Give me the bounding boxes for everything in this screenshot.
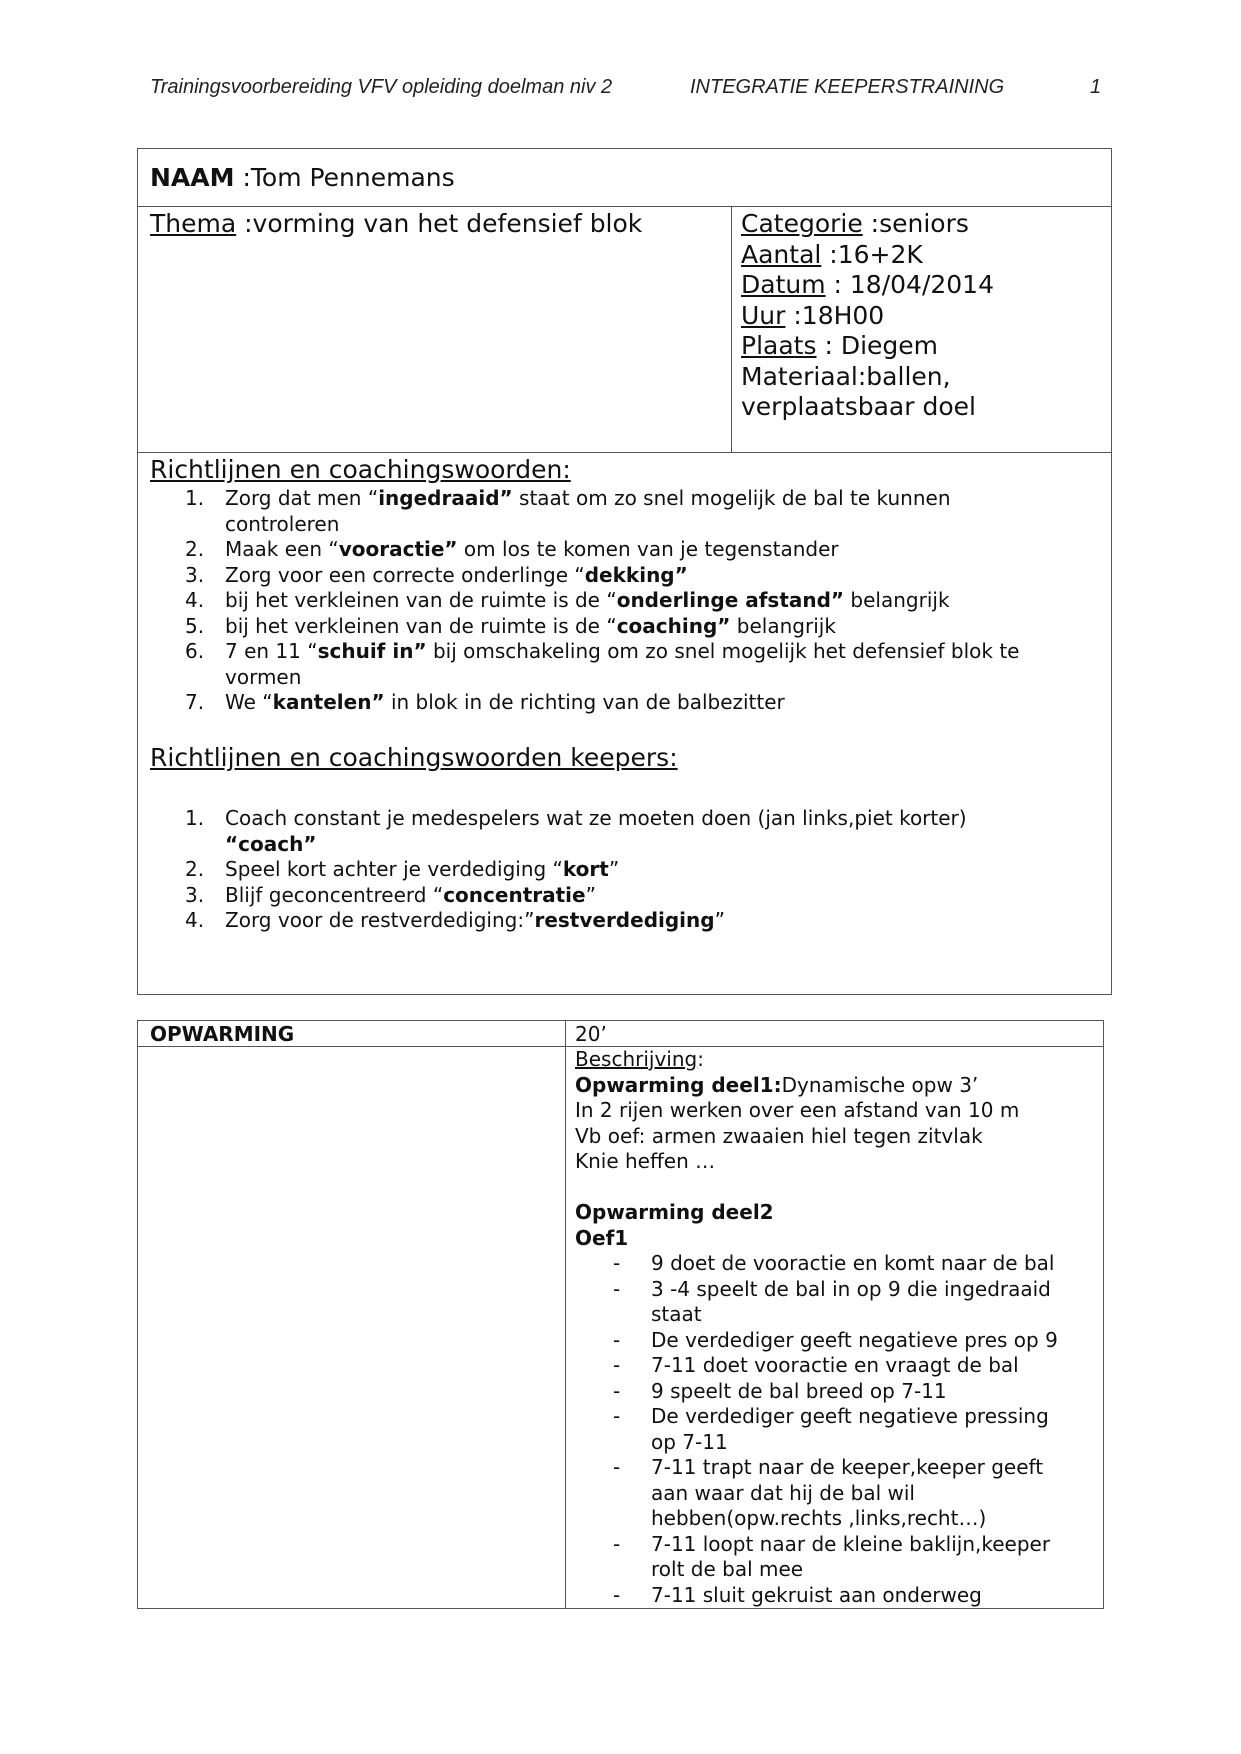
aantal-field bbox=[741, 240, 994, 271]
plaats-value: : Diegem bbox=[816, 331, 938, 360]
keepers-list bbox=[150, 806, 1105, 934]
item-text: vormen bbox=[225, 664, 302, 689]
list-item bbox=[575, 1379, 1095, 1405]
item-text: staat om zo snel mogelijk de bal te kunnen bbox=[512, 486, 951, 510]
list-number: 2. bbox=[185, 857, 205, 881]
list-item bbox=[150, 690, 1105, 716]
list-number: 7. bbox=[185, 690, 205, 714]
richtlijnen-title: Richtlijnen en coachingswoorden: bbox=[150, 455, 571, 484]
dash-bullet: - bbox=[613, 1404, 621, 1428]
thema-field bbox=[150, 209, 642, 240]
dash-bullet: - bbox=[613, 1531, 621, 1556]
oef-title: Oef1 bbox=[575, 1225, 629, 1250]
naam-label: NAAM bbox=[150, 163, 235, 192]
opwarming-duration: 20’ bbox=[575, 1022, 607, 1046]
uur-value: :18H00 bbox=[785, 300, 885, 330]
item-text: Maak een “ bbox=[225, 537, 339, 561]
deel1-heading bbox=[575, 1073, 1095, 1099]
categorie-label: Categorie bbox=[741, 209, 863, 238]
row-divider bbox=[137, 206, 1112, 207]
dash-bullet: - bbox=[613, 1327, 621, 1352]
thema-label: Thema bbox=[150, 209, 237, 238]
item-text: in blok in de richting van de balbezitter bbox=[384, 690, 785, 714]
step-text: 3 -4 speelt de bal in op 9 die ingedraaid bbox=[651, 1276, 1051, 1301]
step-text: hebben(opw.rechts ,links,recht…) bbox=[651, 1506, 987, 1530]
deel1-subtitle: Dynamische opw 3’ bbox=[781, 1072, 979, 1097]
list-item bbox=[575, 1328, 1095, 1354]
coaching-word: coaching” bbox=[616, 613, 731, 638]
list-item bbox=[575, 1583, 1095, 1609]
item-text: Coach constant je medespelers wat ze moeten doen (jan links,piet korter) bbox=[225, 806, 967, 830]
column-divider bbox=[565, 1020, 566, 1609]
list-number: 5. bbox=[185, 613, 205, 638]
coaching-word: schuif in” bbox=[317, 639, 427, 663]
list-item bbox=[575, 1353, 1095, 1379]
step-text: op 7-11 bbox=[651, 1429, 728, 1454]
item-text: bij het verkleinen van de ruimte is de “ bbox=[225, 588, 617, 612]
thema-value: :vorming van het defensief blok bbox=[236, 209, 643, 238]
deel1-line: In 2 rijen werken over een afstand van 10 m bbox=[575, 1098, 1020, 1122]
opwarming-label: OPWARMING bbox=[150, 1022, 295, 1046]
step-text: 9 doet de vooractie en komt naar de bal bbox=[651, 1251, 1055, 1275]
item-text: ” bbox=[608, 857, 620, 881]
item-text: 7 en 11 “ bbox=[225, 639, 318, 663]
deel2-title: Opwarming deel2 bbox=[575, 1200, 774, 1224]
naam-field bbox=[150, 163, 455, 194]
list-number: 4. bbox=[185, 588, 205, 612]
datum-label: Datum bbox=[741, 270, 826, 299]
deel1-line: Vb oef: armen zwaaien hiel tegen zitvlak bbox=[575, 1123, 983, 1148]
list-number: 2. bbox=[185, 537, 205, 561]
list-item bbox=[150, 908, 1105, 934]
item-text: Zorg voor de restverdediging:” bbox=[225, 908, 535, 932]
item-text: ” bbox=[714, 908, 725, 932]
item-text: controleren bbox=[225, 511, 340, 536]
list-number: 3. bbox=[185, 882, 205, 907]
categorie-field bbox=[741, 209, 994, 240]
step-text: staat bbox=[651, 1302, 702, 1326]
list-number: 3. bbox=[185, 562, 205, 587]
plaats-field bbox=[741, 331, 994, 362]
list-number: 6. bbox=[185, 639, 205, 663]
column-divider bbox=[731, 206, 732, 452]
coaching-word: restverdediging bbox=[534, 908, 715, 932]
spacer bbox=[575, 1175, 1095, 1201]
naam-value: :Tom Pennemans bbox=[234, 163, 455, 192]
step-text: 7-11 loopt naar de kleine baklijn,keeper bbox=[651, 1531, 1051, 1556]
row-divider bbox=[137, 452, 1112, 453]
item-text: Zorg dat men “ bbox=[225, 486, 379, 510]
list-number: 1. bbox=[185, 486, 205, 510]
step-text: 7-11 doet vooractie en vraagt de bal bbox=[651, 1353, 1019, 1377]
header-page-number: 1 bbox=[1090, 76, 1102, 98]
coaching-word: onderlinge afstand” bbox=[616, 588, 845, 612]
coaching-word: concentratie bbox=[443, 882, 586, 907]
deel1-title: Opwarming deel1: bbox=[575, 1072, 782, 1097]
aantal-label: Aantal bbox=[741, 239, 822, 269]
list-item bbox=[575, 1404, 1095, 1455]
dash-bullet: - bbox=[613, 1276, 621, 1301]
item-text: We “ bbox=[225, 690, 273, 714]
aantal-value: :16+2K bbox=[821, 239, 923, 269]
plaats-label: Plaats bbox=[741, 331, 817, 360]
beschrijving-label: Beschrijving bbox=[575, 1047, 698, 1071]
list-item bbox=[575, 1455, 1095, 1532]
coaching-word: ingedraaid” bbox=[378, 486, 513, 510]
list-item bbox=[575, 1277, 1095, 1328]
dash-bullet: - bbox=[613, 1582, 621, 1607]
item-text: belangrijk bbox=[844, 588, 950, 612]
list-item bbox=[150, 563, 1105, 589]
list-item bbox=[575, 1532, 1095, 1583]
beschrijving-heading bbox=[575, 1047, 1095, 1073]
item-text: bij omschakeling om zo snel mogelijk het defensief blok te bbox=[426, 639, 1020, 663]
coaching-word: kort bbox=[562, 857, 609, 881]
item-text: belangrijk bbox=[730, 613, 836, 638]
coaching-word: “coach” bbox=[225, 831, 317, 856]
datum-field bbox=[741, 270, 994, 301]
richtlijnen-list bbox=[150, 486, 1105, 716]
beschrijving-colon: : bbox=[697, 1047, 704, 1071]
item-text: ” bbox=[585, 882, 596, 907]
list-item bbox=[150, 639, 1105, 690]
uur-label: Uur bbox=[741, 300, 786, 330]
item-text: Blijf geconcentreerd “ bbox=[225, 882, 444, 907]
list-item bbox=[150, 857, 1105, 883]
item-text: bij het verkleinen van de ruimte is de “ bbox=[225, 613, 617, 638]
item-text: om los te komen van je tegenstander bbox=[457, 537, 839, 561]
dash-bullet: - bbox=[613, 1455, 621, 1479]
dash-bullet: - bbox=[613, 1353, 621, 1377]
step-text: De verdediger geeft negatieve pressing bbox=[651, 1404, 1049, 1428]
list-number: 4. bbox=[185, 908, 205, 932]
materiaal-line: verplaatsbaar doel bbox=[741, 392, 976, 421]
keepers-title: Richtlijnen en coachingswoorden keepers: bbox=[150, 743, 678, 772]
step-text: 9 speelt de bal breed op 7-11 bbox=[651, 1378, 947, 1403]
list-item bbox=[150, 486, 1105, 537]
dash-bullet: - bbox=[613, 1378, 621, 1403]
step-text: 7-11 trapt naar de keeper,keeper geeft bbox=[651, 1455, 1044, 1479]
dash-bullet: - bbox=[613, 1251, 621, 1275]
item-text: Zorg voor een correcte onderlinge “ bbox=[225, 562, 585, 587]
list-number: 1. bbox=[185, 806, 205, 830]
list-item bbox=[150, 588, 1105, 614]
materiaal-line: Materiaal:ballen, bbox=[741, 361, 951, 391]
coaching-word: vooractie” bbox=[338, 537, 458, 561]
list-item bbox=[150, 537, 1105, 563]
coaching-word: dekking” bbox=[584, 562, 688, 587]
uur-field bbox=[741, 301, 994, 332]
step-text: aan waar dat hij de bal wil bbox=[651, 1480, 915, 1505]
header-document-title: Trainingsvoorbereiding VFV opleiding doelman niv 2 bbox=[150, 76, 613, 98]
list-item bbox=[575, 1251, 1095, 1277]
oef-steps bbox=[575, 1251, 1095, 1608]
step-text: De verdediger geeft negatieve pres op 9 bbox=[651, 1327, 1058, 1352]
header-section-title: INTEGRATIE KEEPERSTRAINING bbox=[690, 76, 1005, 98]
list-item bbox=[150, 614, 1105, 640]
list-item bbox=[150, 883, 1105, 909]
list-item bbox=[150, 806, 1105, 857]
step-text: rolt de bal mee bbox=[651, 1557, 804, 1581]
deel1-line: Knie heffen … bbox=[575, 1149, 716, 1173]
datum-value: : 18/04/2014 bbox=[825, 270, 994, 299]
item-text: Speel kort achter je verdediging “ bbox=[225, 857, 563, 881]
opwarming-description bbox=[575, 1047, 1095, 1608]
session-details bbox=[741, 209, 994, 423]
categorie-value: :seniors bbox=[862, 209, 969, 238]
coaching-word: kantelen” bbox=[272, 690, 385, 714]
step-text: 7-11 sluit gekruist aan onderweg bbox=[651, 1582, 982, 1607]
